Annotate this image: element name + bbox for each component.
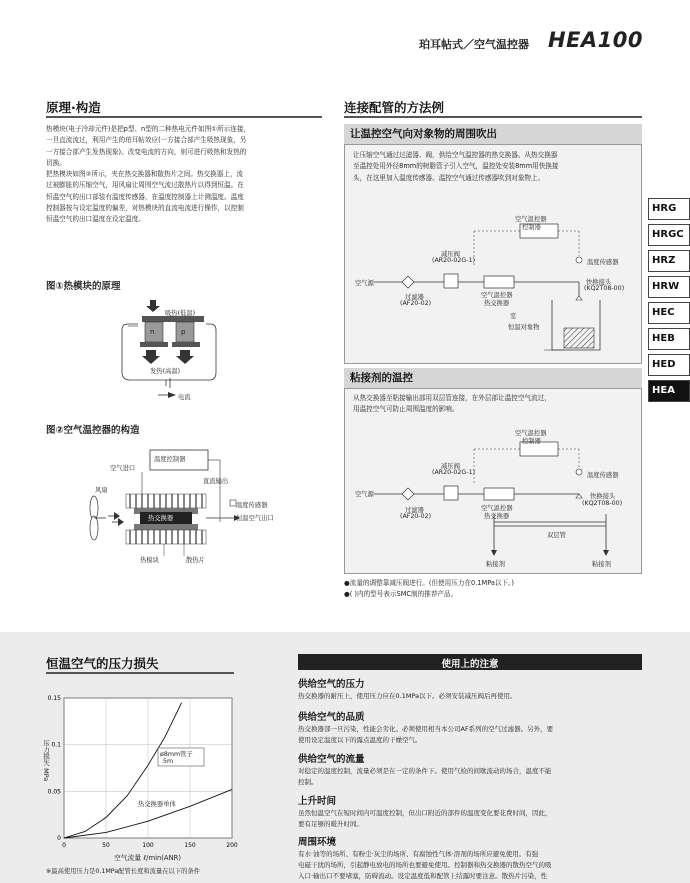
note-line: 对稳定的温度控制，流量必须是在一定的条件下。使用气检的间歇流动的场合，温度不能 (298, 767, 552, 775)
case2-desc-line: 从热交换器至粘接输出部用双层管连接，在外层部让温控空气流过， (353, 394, 551, 402)
c1-reg-label-1: 减压阀 (441, 251, 460, 258)
principle-line: 一方接合部产生发热现象)。改变电流的方向，则可进行吸热和发热的 (46, 147, 247, 156)
c1-room-label: 室 (510, 313, 517, 320)
note-line: 虽然恒温空气在短时间内可温度控制，但出口附近的部件的温度变化要花费时间，因此， (298, 809, 552, 817)
fig2-air-in-label: 空气进口 (110, 465, 136, 472)
pressure-title: 恒温空气的压力损失 (46, 656, 159, 671)
fig2-fin-label: 散热片 (186, 557, 205, 564)
c1-sensor-icon (576, 257, 582, 263)
piping-note: ●( )内的型号表示SMC制的推荐产品。 (344, 590, 458, 598)
c1-filter-icon (402, 276, 414, 288)
c2-sensor-label: 温度传感器 (587, 472, 619, 479)
principle-line: 热模块(电子冷却元件)是把p型、n型的二种热电元件如图①所示连接， (46, 125, 251, 133)
principle-line: 切换。 (46, 158, 66, 167)
chart-ylabel: 压力损失 MPa (42, 740, 50, 782)
principle-text (46, 124, 326, 226)
c1-fitting-label-1: 快换接头 (586, 279, 612, 286)
note-head: 周围环境 (298, 837, 337, 848)
tab-hec[interactable]: HEC (648, 302, 690, 324)
c2-reg-label-2: (AR20-02G-1) (432, 469, 476, 476)
fig2-dc-out-label: 直流输出 (203, 478, 229, 485)
c2-ctrl-label-1: 空气温控器 (515, 430, 547, 437)
chart-xlabel: 空气流量 ℓ/min(ANR) (114, 854, 182, 862)
case1-head: 让温控空气向对象物的周围吹出 (344, 124, 642, 144)
c1-hx-label-2: 热交换器 (484, 300, 510, 307)
principle-title: 原理·构造 (46, 100, 101, 115)
fig1-absorb-label: 吸热(低温) (165, 310, 196, 317)
c1-reg-label-2: (AR20-02G-1) (432, 257, 476, 264)
y-tick-label: 0 (57, 835, 61, 842)
module-bottom (134, 524, 198, 530)
c1-sensor-label: 温度传感器 (587, 259, 619, 266)
note-line: 热交换器部一旦污染，性能会劣化。必须使用相当本公司AF系列的空气过滤器。另外，要 (298, 725, 554, 733)
chart-annot-hx: 热交换器单体 (138, 801, 176, 808)
principle-rule (46, 116, 322, 118)
c1-filter-label-2: (AF20-02) (400, 300, 432, 307)
c1-fitting-icon (576, 296, 582, 300)
fig1-current-label: 电流 (178, 394, 191, 401)
fig2-air-out-label: 恒温空气出口 (236, 515, 274, 522)
c1-src-label: 空气源 (355, 280, 374, 287)
case2-head: 粘接剂的温控 (344, 368, 642, 388)
fig2-fan-label: 风扇 (95, 487, 108, 494)
case1-desc-line: 头，在这里加入温度传感器。温控空气通过传感器吹到对象物上。 (353, 173, 545, 182)
c2-filter-label-2: (AF20-02) (400, 513, 432, 520)
x-tick-label: 50 (102, 842, 110, 849)
note-line: 使用设定温度以下的露点温度的干燥空气。 (298, 736, 422, 744)
case1-desc-line: 至温控处用外径8mm的树脂管子引入空气，温控处安装8mm用快换接 (353, 162, 559, 171)
fig1-n-label: n (150, 328, 155, 336)
heat-arrow-right-icon (176, 350, 194, 364)
c2-glue1-label: 粘接剂 (486, 561, 505, 568)
bottom-plate-right (172, 342, 200, 347)
fig2-module-label: 热模块 (140, 557, 159, 564)
c2-src-label: 空气源 (355, 491, 374, 498)
case1-desc (353, 150, 559, 184)
c2-ctrl-label-2: 控制器 (522, 438, 541, 445)
precautions-title: 使用上的注意 (298, 654, 642, 670)
note-head: 供给空气的品质 (298, 712, 365, 723)
c1-hx-label-1: 空气温控器 (481, 292, 513, 299)
c1-hx-box (484, 276, 514, 288)
c2-reg-label-1: 减压阀 (441, 463, 460, 470)
principle-line: 把热模块如图②所示，夹在热交换器和散热片之间。热交换器上，流 (46, 170, 244, 179)
header-model: HEA100 (548, 28, 644, 52)
case2-desc (353, 393, 551, 416)
c1-target (564, 328, 594, 348)
x-tick-label: 0 (62, 842, 66, 849)
pressure-chart (40, 690, 240, 866)
piping-title: 连接配管的方法例 (344, 100, 445, 115)
note-head: 供给空气的流量 (298, 754, 365, 765)
c2-glue1-icon (491, 550, 497, 556)
c2-glue2-label: 粘接剂 (592, 561, 611, 568)
header-subtitle: 珀耳帖式／空气温控器 (419, 38, 529, 51)
pressure-footnote: ※最高使用压力是0.1MPa配管长度和流量在以下的条件 (46, 868, 201, 875)
note-head: 供给空气的压力 (298, 679, 365, 690)
fig1-p-label: p (181, 328, 186, 336)
fig1-heat-label: 发热(高温) (150, 368, 181, 375)
c2-filter-icon (402, 488, 414, 500)
c1-regulator-icon (444, 274, 458, 288)
principle-line: 恒温空气的出口部装有温度传感器，在温度控制器上计测温度。温度 (46, 192, 244, 201)
principle-line: 过被膨胀的压缩空气，用风扇让周围空气流过散热片以得到恒温。在 (46, 181, 244, 190)
note-line: 热交换器的耐压上，使用压力应在0.1MPa以下。必须安装减压阀后再使用。 (298, 692, 517, 700)
x-tick-label: 150 (184, 842, 196, 849)
case1-desc-line: 让压缩空气通过过滤器、阀，供给空气温控器的热交换器。从热交换器 (353, 151, 558, 159)
tab-hea[interactable]: HEA (648, 380, 690, 402)
c1-ctrl-label-1: 空气温控器 (515, 216, 547, 223)
fin-stack-top (126, 494, 206, 508)
chart-annot-pipe: ø8mm管子 (160, 751, 193, 758)
c2-hx-box (484, 488, 514, 500)
tab-hrz[interactable]: HRZ (648, 250, 690, 272)
principle-line: 控制器按与设定温度的偏差，对热模块的直流电流进行操作，以控制 (46, 204, 244, 213)
chart-annot-5m: 5m (163, 758, 174, 765)
c1-ctrl-label-2: 控制器 (522, 224, 541, 231)
c2-fitting-label-2: (KQ2T08-00) (582, 500, 623, 507)
x-tick-label: 200 (226, 842, 238, 849)
tab-hrw[interactable]: HRW (648, 276, 690, 298)
c2-fitting-label-1: 快换接头 (590, 493, 616, 500)
tab-hrgc[interactable]: HRGC (648, 224, 690, 246)
tab-heb[interactable]: HEB (648, 328, 690, 350)
c2-glue2-icon (603, 550, 609, 556)
note-line: 控制。 (298, 778, 318, 786)
y-tick-label: 0.15 (47, 695, 61, 702)
principle-line: 一旦直流流过，利用产生的珀耳帖效应(一方接合部产生吸热现象，另 (46, 136, 247, 145)
piping-note: ●流量的调整靠减压阀进行。(但使用压力在0.1MPa以下。) (344, 579, 514, 587)
c2-regulator-icon (444, 486, 458, 500)
piping-notes (344, 578, 514, 600)
c1-fitting-label-2: (KQ2T08-00) (584, 285, 625, 292)
fig2-exchanger-label: 热交换器 (148, 515, 174, 522)
absorb-arrow-icon (146, 300, 160, 312)
bottom-plate-left (140, 342, 168, 347)
c2-hx-label-1: 空气温控器 (481, 505, 513, 512)
c2-double-label: 双层管 (547, 532, 566, 539)
tab-hed[interactable]: HED (648, 354, 690, 376)
case2-desc-line: 用温控空气可防止周围温度的影响。 (353, 405, 459, 414)
tab-hrg[interactable]: HRG (648, 198, 690, 220)
y-tick-label: 0.1 (51, 741, 61, 749)
fan-icon (90, 496, 106, 540)
piping-rule (344, 116, 642, 118)
fig2-sensor-label: 温度传感器 (236, 502, 268, 509)
note-line: 入口·输出口不要堵塞，防碍流动。设定温度低和配管上结露时要注意。散热片污染，性 (298, 872, 548, 880)
c2-fitting-icon (576, 494, 582, 498)
c1-filter-label-1: 过滤器 (405, 294, 424, 301)
fin-stack-bottom (126, 530, 206, 544)
c2-filter-label-1: 过滤器 (405, 507, 424, 514)
c1-target-label: 恒温对象物 (508, 324, 540, 331)
heat-arrow-left-icon (142, 350, 160, 364)
note-line: 电磁干扰的场所，引起静电放电的场所也要避免使用。控制器和热交换器的散热空气的吸 (298, 861, 552, 869)
c2-sensor-icon (576, 469, 582, 475)
note-line: 有水·油等的场所、有粉尘·灰尘的场所、有腐蚀性气体·溶剂的场所应避免使用。有强 (298, 850, 539, 858)
fig1-caption: 图①热模块的原理 (46, 281, 121, 292)
pressure-rule (46, 672, 234, 674)
principle-line: 恒温空气的出口温度在设定温度。 (46, 215, 145, 224)
x-tick-label: 100 (142, 842, 154, 849)
note-line: 要有足够的暖升时间。 (298, 820, 363, 828)
c2-hx-label-2: 热交换器 (484, 513, 510, 520)
fig2-caption: 图②空气温控器的构造 (46, 425, 140, 436)
y-tick-label: 0.05 (47, 788, 61, 796)
fig2-controller-label: 温度控制器 (154, 456, 186, 463)
note-head: 上升时间 (298, 796, 337, 807)
